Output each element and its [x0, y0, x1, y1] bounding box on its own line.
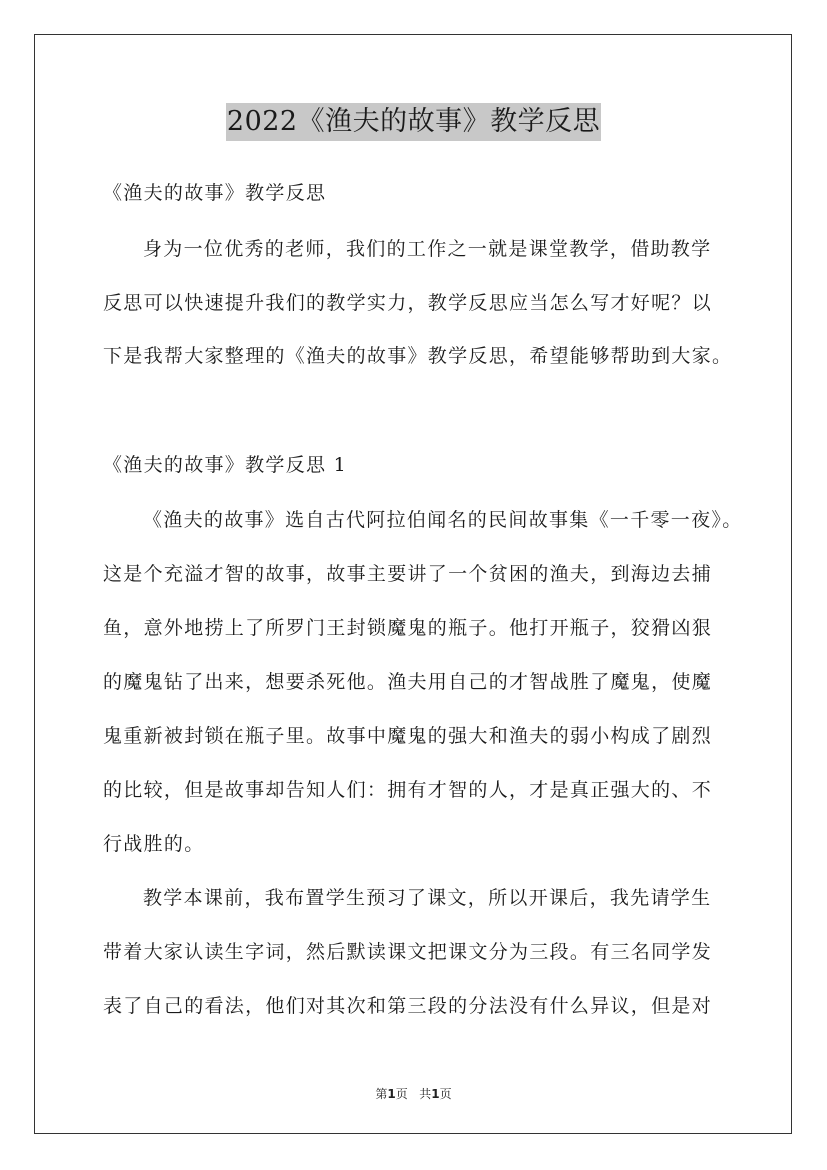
paragraph1-line-2: 这是个充溢才智的故事，故事主要讲了一个贫困的渔夫，到海边去捕	[103, 563, 713, 585]
paragraph1-line-4: 的魔鬼钻了出来，想要杀死他。渔夫用自己的才智战胜了魔鬼，使魔	[103, 671, 713, 693]
paragraph1-line-6: 的比较，但是故事却告知人们：拥有才智的人，才是真正强大的、不	[103, 779, 713, 801]
paragraph2-line-1: 教学本课前，我布置学生预习了课文，所以开课后，我先请学生	[143, 887, 712, 909]
document-title: 2022《渔夫的故事》教学反思	[226, 103, 601, 141]
document-subtitle: 《渔夫的故事》教学反思	[103, 182, 327, 204]
intro-line-3: 下是我帮大家整理的《渔夫的故事》教学反思，希望能够帮助到大家。	[103, 345, 733, 367]
paragraph1-line-3: 鱼，意外地捞上了所罗门王封锁魔鬼的瓶子。他打开瓶子，狡猾凶狠	[103, 617, 713, 639]
footer-total-unit: 页	[439, 1087, 452, 1101]
intro-line-2: 反思可以快速提升我们的教学实力，教学反思应当怎么写才好呢？以	[103, 292, 713, 314]
footer-page-current: 1	[387, 1087, 396, 1101]
footer-page-total: 1	[431, 1087, 440, 1101]
paragraph2-line-2: 带着大家认读生字词，然后默读课文把课文分为三段。有三名同学发	[103, 941, 713, 963]
paragraph1-line-5: 鬼重新被封锁在瓶子里。故事中魔鬼的强大和渔夫的弱小构成了剧烈	[103, 725, 713, 747]
page-footer	[0, 1085, 827, 1102]
intro-line-1: 身为一位优秀的老师，我们的工作之一就是课堂教学，借助教学	[143, 238, 712, 260]
footer-page-unit: 页	[395, 1087, 408, 1101]
footer-page-prefix: 第	[375, 1087, 388, 1101]
footer-total-prefix: 共	[419, 1087, 432, 1101]
paragraph1-line-7: 行战胜的。	[103, 833, 205, 855]
paragraph1-line-1: 《渔夫的故事》选自古代阿拉伯闻名的民间故事集《一千零一夜》。	[143, 509, 743, 531]
paragraph2-line-3: 表了自己的看法，他们对其次和第三段的分法没有什么异议，但是对	[103, 995, 713, 1017]
section-heading: 《渔夫的故事》教学反思 1	[103, 454, 348, 476]
title-container	[0, 103, 827, 141]
